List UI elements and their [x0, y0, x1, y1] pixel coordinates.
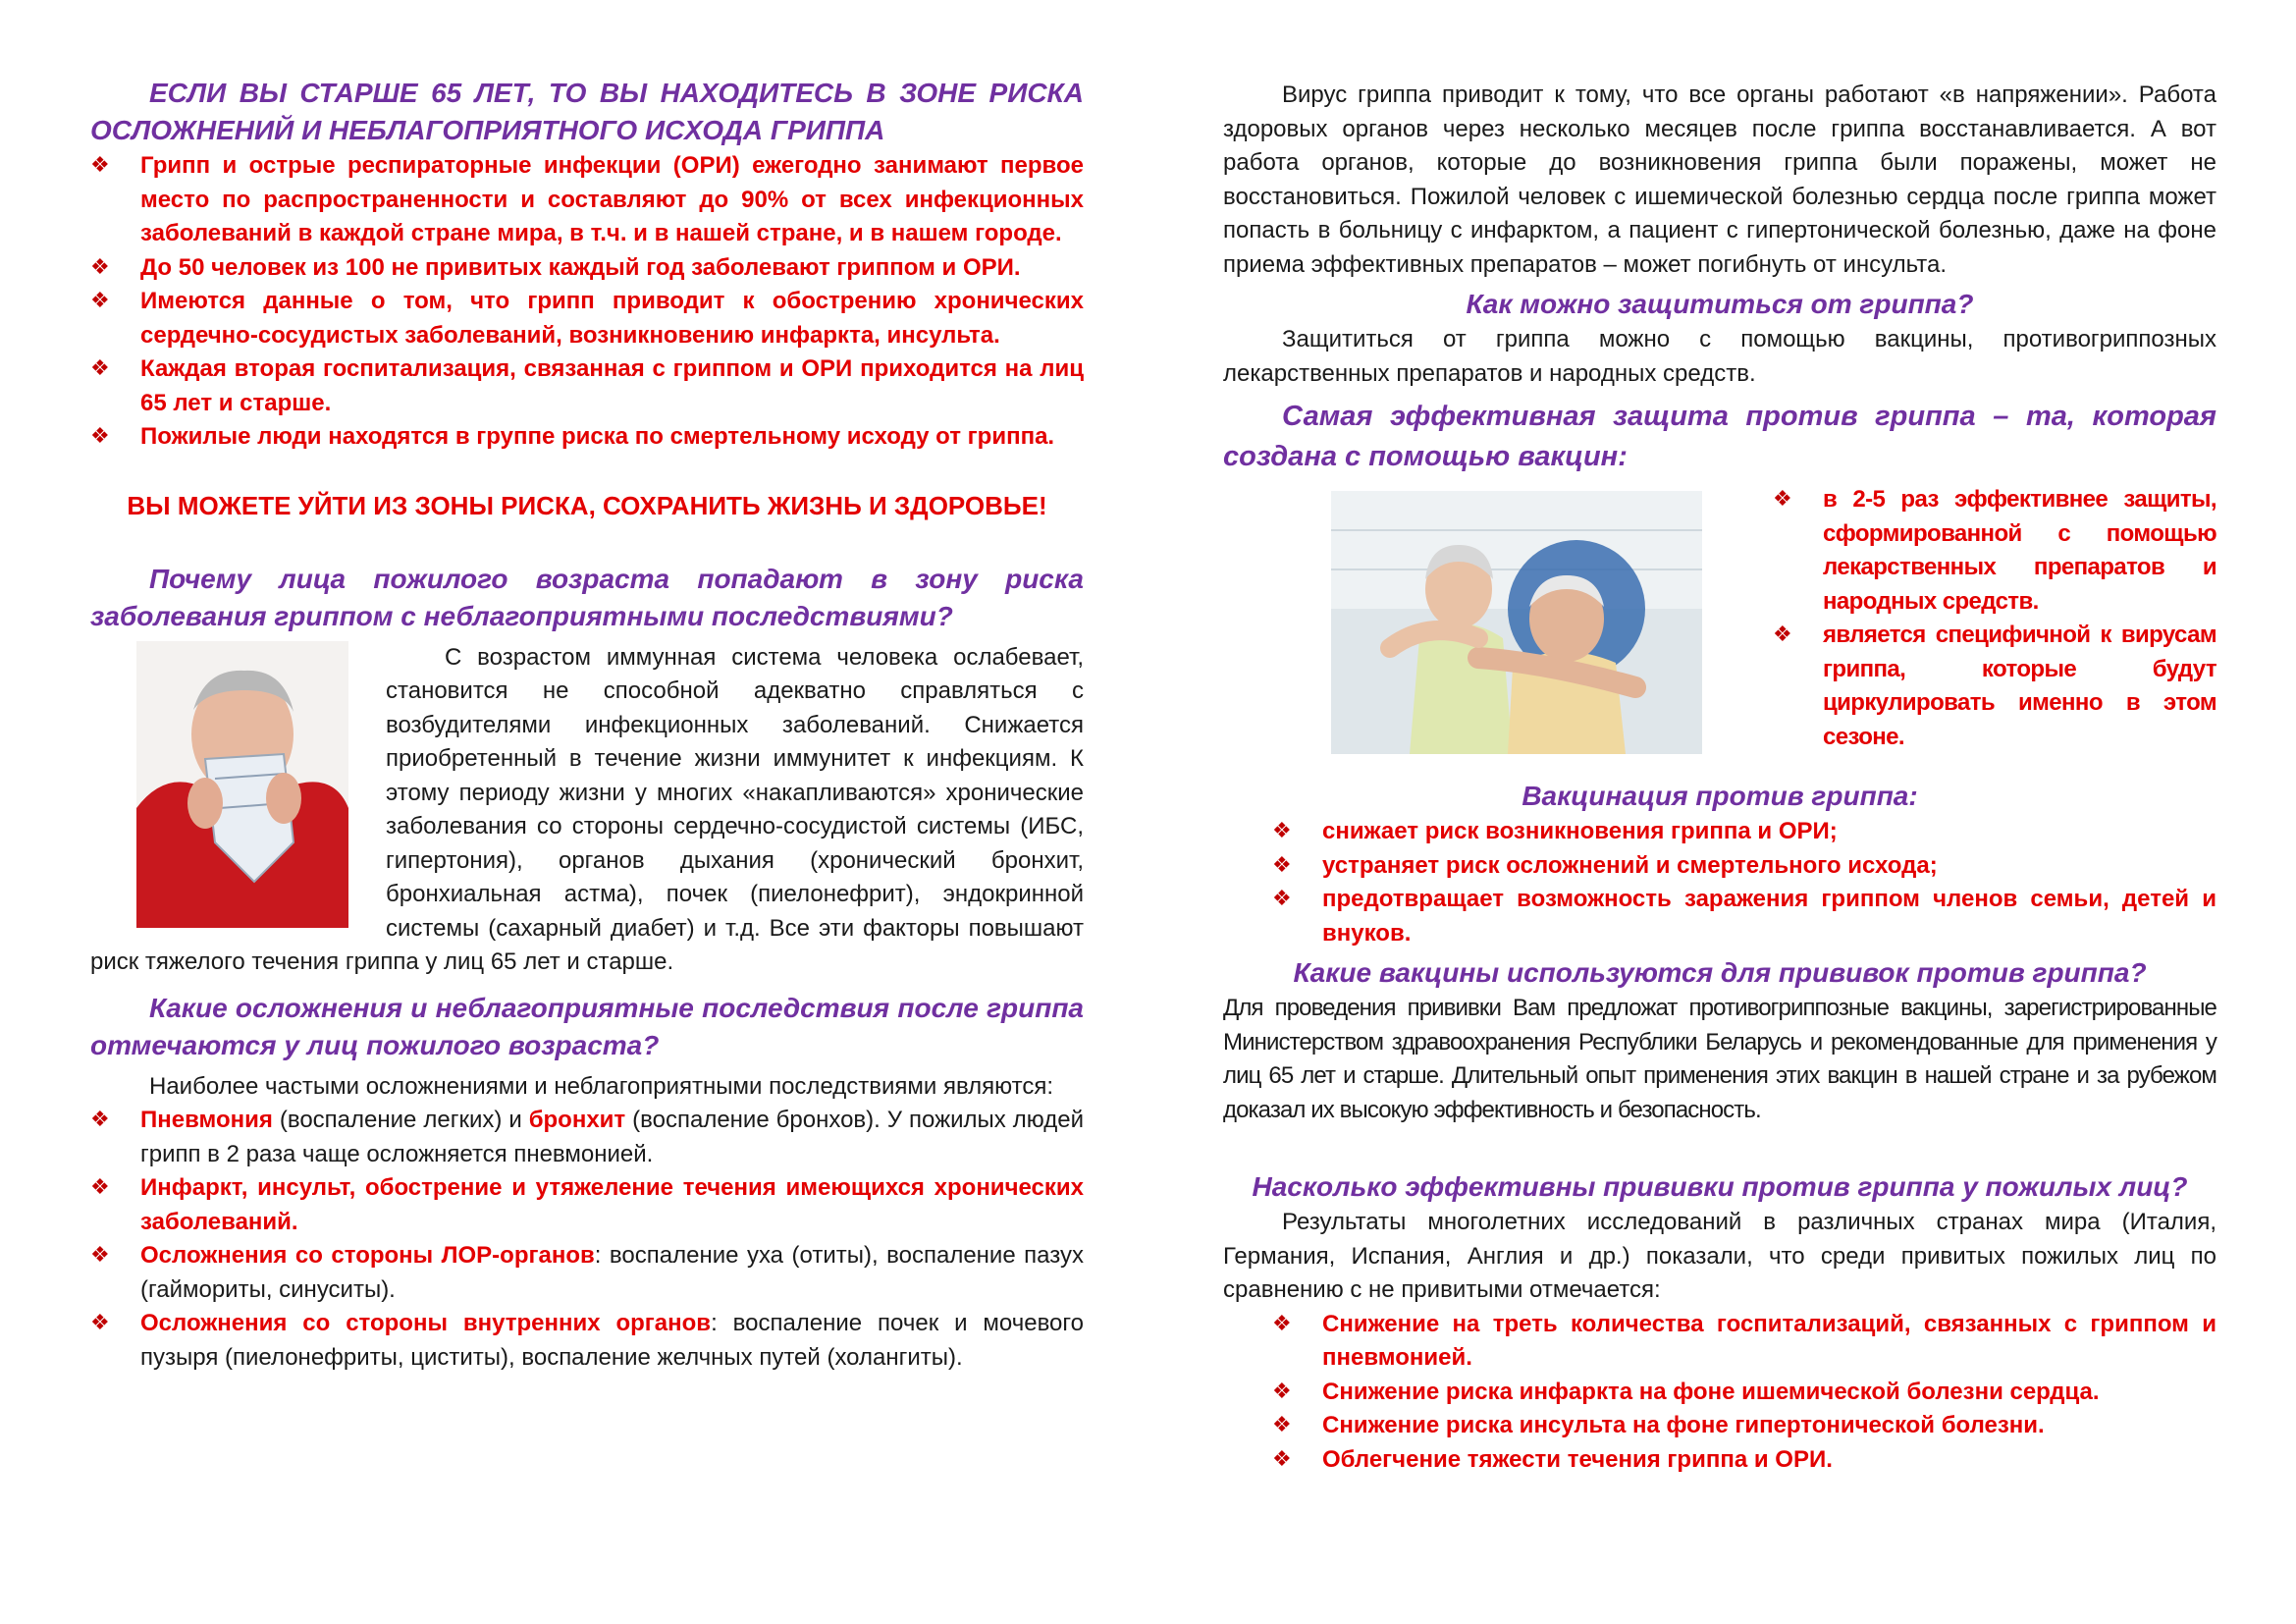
list-item: ❖ Пожилые люди находятся в группе риска по смертельному исходу от гриппа. — [90, 420, 1084, 455]
bullet-icon: ❖ — [1272, 1311, 1292, 1336]
list-item: ❖ Грипп и острые респираторные инфекции (ОРИ) ежегодно занимают первое место по распространенности и составляют до 90% от всех инфекционных заболеваний в каждой стране мира, в т.ч. и в нашей стране, и в нашем городе. — [90, 149, 1084, 251]
bullet-icon: ❖ — [90, 356, 110, 381]
bullet-icon: ❖ — [1272, 1413, 1292, 1437]
heading-vaccination: Вакцинация против гриппа: — [1522, 781, 1918, 811]
bullet-icon: ❖ — [90, 1311, 110, 1335]
bullet-icon: ❖ — [90, 1243, 110, 1268]
list-item: ❖ До 50 человек из 100 не привитых каждый год заболевают гриппом и ОРИ. — [90, 251, 1084, 286]
complications-intro: Наиболее частыми осложнениями и неблагоприятными последствиями являются: — [149, 1072, 1054, 1100]
bullet-icon: ❖ — [1272, 852, 1292, 878]
list-item: ❖ Снижение на треть количества госпитализаций, связанных с гриппом и пневмонией. — [1272, 1308, 2216, 1376]
left-column — [90, 75, 1084, 1375]
heading-effectiveness: Насколько эффективны прививки против гриппа у пожилых лиц? — [1252, 1171, 2188, 1202]
list-item: ❖ Каждая вторая госпитализация, связанная с гриппом и ОРИ приходится на лиц 65 лет и старше. — [90, 352, 1084, 420]
list-item: ❖ Имеются данные о том, что грипп приводит к обострению хронических сердечно-сосудистых заболеваний, возникновению инфаркта, инсульта. — [90, 285, 1084, 352]
bullet-icon: ❖ — [1773, 623, 1792, 647]
list-item: ❖ снижает риск возникновения гриппа и ОРИ; — [1272, 815, 2216, 849]
list-item: ❖ является специфичной к вирусам гриппа, которые будут циркулировать именно в этом сезоне. — [1773, 619, 2216, 754]
vaccine-benefits-list — [1773, 483, 2216, 754]
which-vaccines-paragraph: Для проведения прививки Вам предложат противогриппозные вакцины, зарегистрированные Министерством здравоохранения Республики Беларусь и рекомендованные для применения у лиц 65 лет и старше. Длительный опыт применения этих вакцин в нашей стране и за рубежом доказал их высокую эффективность и безопасность. — [1223, 995, 2216, 1123]
organs-paragraph: Вирус гриппа приводит к тому, что все органы работают «в напряжении». Работа здоровых органов через несколько месяцев после гриппа восстанавливается. А вот работа органов, которые до возникновения гриппа были поражены, может не восстановиться. Пожилой человек с ишемической болезнью сердца после гриппа может попасть в больницу с инфарктом, а пациент с гипертонической болезнью, даже на фоне приема эффективных препаратов – может погибнуть от инсульта. — [1223, 81, 2216, 278]
list-item: ❖ в 2-5 раз эффективнее защиты, сформированной с помощью лекарственных препаратов и народных средств. — [1773, 483, 2216, 619]
bullet-icon: ❖ — [1773, 487, 1792, 512]
list-item: ❖ Осложнения со стороны внутренних органов: воспаление почек и мочевого пузыря (пиелонефриты, циститы), воспаление желчных путей (холангиты). — [90, 1307, 1084, 1375]
bullet-icon: ❖ — [90, 1175, 110, 1200]
heading-risk-zone: ЕСЛИ ВЫ СТАРШЕ 65 ЛЕТ, ТО ВЫ НАХОДИТЕСЬ В ЗОНЕ РИСКА ОСЛОЖНЕНИЙ И НЕБЛАГОПРИЯТНОГО ИСХОДА ГРИППА — [90, 78, 1084, 145]
bullet-icon: ❖ — [90, 289, 110, 313]
elderly-exercise-photo — [1331, 491, 1702, 754]
heading-best-protection: Самая эффективная защита против гриппа – та, которая создана с помощью вакцин: — [1223, 401, 2216, 472]
list-item: ❖ Облегчение тяжести течения гриппа и ОРИ. — [1272, 1443, 2216, 1478]
list-item: ❖ Снижение риска инфаркта на фоне ишемической болезни сердца. — [1272, 1376, 2216, 1410]
effectiveness-list — [1223, 1308, 2216, 1478]
vaccination-list — [1223, 815, 2216, 950]
heading-complications: Какие осложнения и неблагоприятные последствия после гриппа отмечаются у лиц пожилого возраста? — [90, 992, 1084, 1060]
vaccine-benefits-section — [1223, 483, 2216, 756]
list-item: ❖ Снижение риска инсульта на фоне гипертонической болезни. — [1272, 1409, 2216, 1443]
complications-list — [90, 1104, 1084, 1375]
immunity-section — [90, 641, 1084, 980]
bullet-icon: ❖ — [1272, 819, 1292, 843]
immunity-paragraph: С возрастом иммунная система человека ослабевает, становится не способной адекватно справляться с возбудителями инфекционных заболеваний. Снижается приобретенный в течение жизни иммунитет к инфекциям. К этому периоду жизни у многих «накапливаются» хронические заболевания со стороны сердечно-сосудистой системы (ИБС, гипертония), органов дыхания (хронический бронхит, бронхиальная астма), почек (пиелонефрит), эндокринной системы (сахарный диабет) и т.д. Все эти факторы повышают риск тяжелого течения гриппа у лиц 65 лет и старше. — [90, 643, 1084, 975]
effectiveness-paragraph: Результаты многолетних исследований в различных странах мира (Италия, Германия, Испания, Англия и др.) показали, что среди привитых пожилых лиц по сравнению с не привитыми отмечается: — [1223, 1209, 2216, 1303]
right-column — [1223, 79, 2216, 1477]
bullet-icon: ❖ — [90, 254, 110, 280]
bullet-icon: ❖ — [90, 153, 110, 178]
list-item: ❖ Инфаркт, инсульт, обострение и утяжеление течения имеющихся хронических заболеваний. — [90, 1171, 1084, 1239]
list-item: ❖ Пневмония (воспаление легких) и бронхит (воспаление бронхов). У пожилых людей грипп в 2 раза чаще осложняется пневмонией. — [90, 1104, 1084, 1171]
bullet-icon: ❖ — [1272, 1446, 1292, 1472]
sneezing-man-photo — [136, 641, 348, 928]
list-item: ❖ Осложнения со стороны ЛОР-органов: воспаление уха (отиты), воспаление пазух (гаймориты, синуситы). — [90, 1239, 1084, 1307]
sneezing-man-illustration — [136, 641, 348, 928]
slogan: ВЫ МОЖЕТЕ УЙТИ ИЗ ЗОНЫ РИСКА, СОХРАНИТЬ ЖИЗНЬ И ЗДОРОВЬЕ! — [127, 490, 1047, 520]
bullet-icon: ❖ — [90, 424, 110, 449]
bullet-icon: ❖ — [1272, 1379, 1292, 1404]
protect-paragraph: Защититься от гриппа можно с помощью вакцины, противогриппозных лекарственных препаратов и народных средств. — [1223, 326, 2216, 387]
bullet-icon: ❖ — [1272, 887, 1292, 911]
list-item: ❖ предотвращает возможность заражения гриппом членов семьи, детей и внуков. — [1272, 883, 2216, 950]
list-item: ❖ устраняет риск осложнений и смертельного исхода; — [1272, 849, 2216, 884]
risk-list — [90, 149, 1084, 455]
heading-how-protect: Как можно защититься от гриппа? — [1466, 289, 1974, 319]
heading-why-risk: Почему лица пожилого возраста попадают в зону риска заболевания гриппом с неблагоприятными последствиями? — [90, 563, 1084, 631]
bullet-icon: ❖ — [90, 1108, 110, 1132]
elderly-exercise-illustration — [1331, 491, 1702, 754]
heading-which-vaccines: Какие вакцины используются для прививок против гриппа? — [1293, 957, 2147, 988]
